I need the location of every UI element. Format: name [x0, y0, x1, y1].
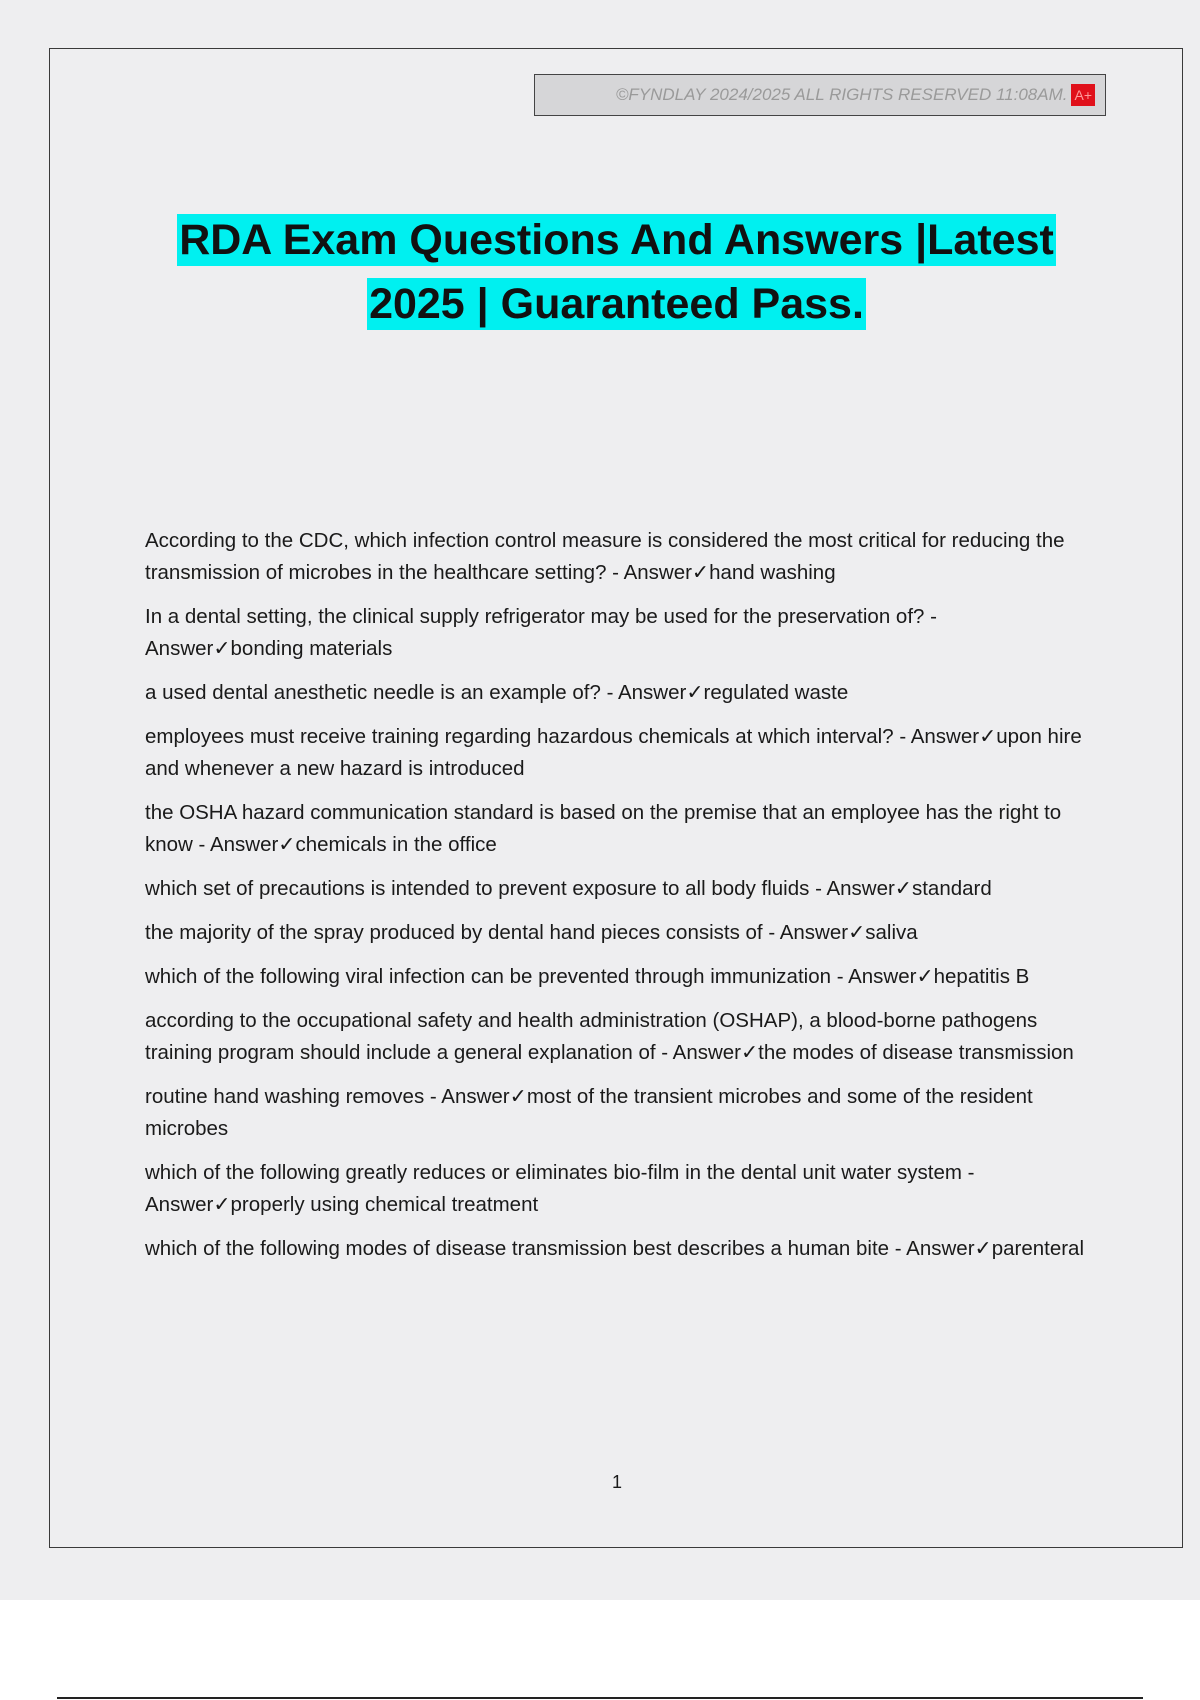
bottom-divider: [57, 1697, 1143, 1699]
document-title: [100, 208, 1133, 336]
qa-item: which of the following greatly reduces or eliminates bio-film in the dental unit water system - Answer✓properly using chemical treatment: [145, 1161, 975, 1216]
qa-item: a used dental anesthetic needle is an example of? - Answer✓regulated waste: [145, 681, 849, 704]
question-answer-list: [145, 525, 1095, 1277]
qa-item: In a dental setting, the clinical supply refrigerator may be used for the preservation of? - Answer✓bonding materials: [145, 605, 937, 660]
grade-badge: A+: [1071, 84, 1095, 106]
qa-item: routine hand washing removes - Answer✓most of the transient microbes and some of the resident microbes: [145, 1085, 1033, 1140]
qa-item: the OSHA hazard communication standard is based on the premise that an employee has the right to know - Answer✓chemicals in the office: [145, 801, 1062, 856]
title-line-2: 2025 | Guaranteed Pass.: [369, 280, 864, 328]
title-line-1: RDA Exam Questions And Answers |Latest: [179, 216, 1054, 264]
qa-item: the majority of the spray produced by dental hand pieces consists of - Answer✓saliva: [145, 921, 918, 944]
qa-item: according to the occupational safety and health administration (OSHAP), a blood-borne pathogens training program should include a general explanation of - Answer✓the modes of disease transmission: [145, 1009, 1074, 1064]
qa-item: which set of precautions is intended to prevent exposure to all body fluids - Answer✓standard: [145, 877, 992, 900]
qa-item: employees must receive training regarding hazardous chemicals at which interval? - Answer✓upon hire and whenever a new hazard is introduced: [145, 725, 1082, 780]
page-number: 1: [611, 1472, 622, 1492]
copyright-text: ©FYNDLAY 2024/2025 ALL RIGHTS RESERVED 11:08AM.: [615, 85, 1068, 104]
qa-item: According to the CDC, which infection control measure is considered the most critical for reducing the transmission of microbes in the healthcare setting? - Answer✓hand washing: [145, 529, 1065, 584]
copyright-header: [534, 74, 1106, 116]
qa-item: which of the following viral infection can be prevented through immunization - Answer✓hepatitis B: [145, 965, 1030, 988]
qa-item: which of the following modes of disease transmission best describes a human bite - Answer✓parenteral: [145, 1237, 1085, 1260]
